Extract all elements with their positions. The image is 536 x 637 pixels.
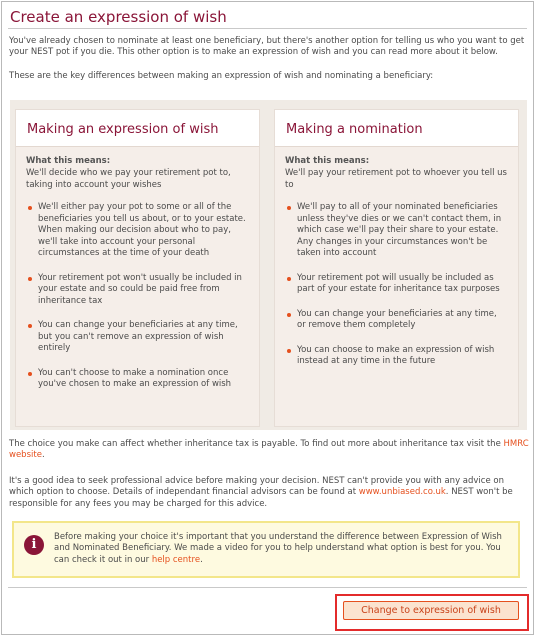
what-this-means-label: What this means: [285,156,370,166]
list-item: Your retirement pot will usually be included as part of your estate for inheritance tax purposes [285,273,508,296]
hmrc-website-link[interactable]: HMRC website [9,439,529,461]
list-item: You can change your beneficiaries at any time, but you can't remove an expression of wish entirely [26,320,249,354]
list-item: You can't choose to make a nomination once you've chosen to make an expression of wish [26,368,249,391]
card-description: We'll pay your retirement pot to whoever you tell us to [285,168,507,190]
differences-intro: These are the key differences between making an expression of wish and nominating a beneficiary: [9,71,434,81]
notice-end: . [200,554,203,565]
inheritance-end: . [41,450,45,461]
advice-text: It's a good idea to seek professional advice before making your decision. NEST can't provide you with any advice on which option to choose. Details of independant financial advisors can be found at [9,476,504,498]
nomination-card [274,109,519,427]
card-heading: Making a nomination [275,110,518,147]
list-item: Your retirement pot won't usually be included in your estate and so could be paid free from inheritance tax [26,273,249,307]
card-heading: Making an expression of wish [16,110,259,147]
what-this-means-label: What this means: [26,156,111,166]
bullet-list [285,202,508,367]
bullet-list [26,202,249,390]
list-item: We'll pay to all of your nominated beneficiaries unless they've dies or we can't contact them, in which case we'll pay their share to your estate. Any changes in your circumstances won't be taken into account [285,202,508,259]
change-to-expression-of-wish-button[interactable]: Change to expression of wish [343,601,519,620]
inheritance-text: The choice you make can affect whether inheritance tax is payable. To find out more about inheritance tax visit the [9,439,504,449]
list-item: We'll either pay your pot to some or all of the beneficiaries you tell us about, or to your estate. When making our decision about who to pay, we'll take into account your personal circumstances at the time of your death [26,202,249,259]
list-item: You can change your beneficiaries at any time, or remove them completely [285,309,508,332]
expression-of-wish-card [15,109,260,427]
inheritance-tax-paragraph [9,439,529,462]
info-icon: i [24,535,44,555]
comparison-panel [10,100,527,430]
bottom-divider [8,587,527,588]
card-description: We'll decide who we pay your retirement pot to, taking into account your wishes [26,168,231,190]
list-item: You can choose to make an expression of wish instead at any time in the future [285,345,508,368]
notice-text [54,532,516,566]
page-title: Create an expression of wish [10,8,227,26]
notice-body: Before making your choice it's important that you understand the difference between Expression of Wish and Nominated Beneficiary. We made a video for you to help understand what option is best for you. You can check it out in our [54,532,502,565]
advice-end: . NEST won't be responsible for any fees you may be charged for this advice. [9,487,513,509]
intro-text: You've already chosen to nominate at least one beneficiary, but there's another option for telling us who you want to get your NEST pot if you die. This other option is to make an expression of wish and you can read more about it below. [9,36,525,58]
title-divider [8,28,527,29]
page-frame [1,1,534,635]
advice-paragraph [9,476,529,510]
help-centre-link[interactable]: help centre [151,554,201,565]
unbiased-link[interactable]: www.unbiased.co.uk [358,487,446,498]
info-notice [12,521,520,578]
